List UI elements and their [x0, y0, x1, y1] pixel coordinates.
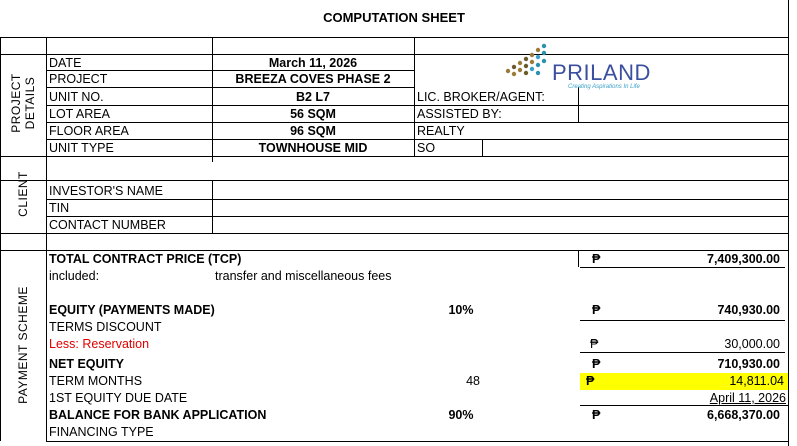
floor-area-label: FLOOR AREA	[49, 124, 129, 138]
equity-value: 740,930.00	[717, 303, 780, 317]
balance-value: 6,668,370.00	[707, 408, 780, 422]
logo-tagline: Creating Aspirations In Life	[568, 84, 640, 90]
balance-label: BALANCE FOR BANK APPLICATION	[49, 408, 267, 422]
balance-currency: ₱	[592, 408, 601, 422]
project-value: BREEZA COVES PHASE 2	[235, 72, 391, 86]
lot-area-label: LOT AREA	[49, 107, 110, 121]
net-equity-label: NET EQUITY	[49, 357, 125, 371]
reservation-label: Less: Reservation	[49, 337, 150, 351]
term-months-value: 48	[466, 374, 480, 388]
unit-type-value: TOWNHOUSE MID	[258, 141, 368, 155]
lot-area-value: 56 SQM	[290, 107, 336, 121]
section-project-details	[9, 53, 37, 153]
realty-label: REALTY	[417, 124, 465, 138]
unit-value: B2 L7	[295, 90, 331, 104]
included-value: transfer and miscellaneous fees	[215, 269, 392, 283]
net-equity-value: 710,930.00	[717, 357, 780, 371]
broker-label: LIC. BROKER/AGENT:	[417, 90, 545, 104]
priland-logo	[500, 42, 670, 90]
equity-percent: 10%	[448, 303, 474, 317]
section-client: CLIENT	[16, 171, 30, 217]
reservation-value: 30,000.00	[724, 337, 780, 351]
tcp-currency: ₱	[592, 252, 601, 266]
section-payment-scheme: PAYMENT SCHEME	[16, 286, 30, 404]
reservation-currency: ₱	[590, 337, 599, 351]
balance-percent: 90%	[448, 408, 474, 422]
financing-type-label: FINANCING TYPE	[49, 425, 154, 439]
assisted-by-label: ASSISTED BY:	[417, 107, 502, 121]
unit-label: UNIT NO.	[49, 90, 104, 104]
project-label: PROJECT	[49, 72, 108, 86]
tin-label: TIN	[49, 201, 70, 215]
due-date-label: 1ST EQUITY DUE DATE	[49, 391, 188, 405]
date-value: March 11, 2026	[268, 56, 358, 70]
tcp-label: TOTAL CONTRACT PRICE (TCP)	[49, 252, 242, 266]
contact-number-label: CONTACT NUMBER	[49, 218, 166, 232]
term-months-label: TERM MONTHS	[49, 374, 143, 388]
floor-area-value: 96 SQM	[290, 124, 336, 138]
due-date-value: April 11, 2026	[709, 391, 786, 405]
monthly-currency: ₱	[586, 374, 595, 388]
equity-currency: ₱	[592, 303, 601, 317]
unit-type-label: UNIT TYPE	[49, 141, 114, 155]
logo-name: PRILAND	[552, 60, 651, 85]
logo-dots-icon	[500, 42, 552, 82]
equity-label: EQUITY (PAYMENTS MADE)	[49, 303, 215, 317]
monthly-amortization-value: 14,811.04	[729, 374, 784, 388]
tcp-value: 7,409,300.00	[707, 252, 780, 266]
section-project-details-label: PROJECT DETAILS	[9, 73, 37, 133]
sheet-title: COMPUTATION SHEET	[323, 10, 465, 25]
included-label: included:	[49, 269, 100, 283]
net-equity-currency: ₱	[592, 357, 601, 371]
terms-discount-label: TERMS DISCOUNT	[49, 320, 162, 334]
date-label: DATE	[49, 56, 82, 70]
investor-name-label: INVESTOR'S NAME	[49, 184, 163, 198]
so-label: SO	[417, 141, 436, 155]
